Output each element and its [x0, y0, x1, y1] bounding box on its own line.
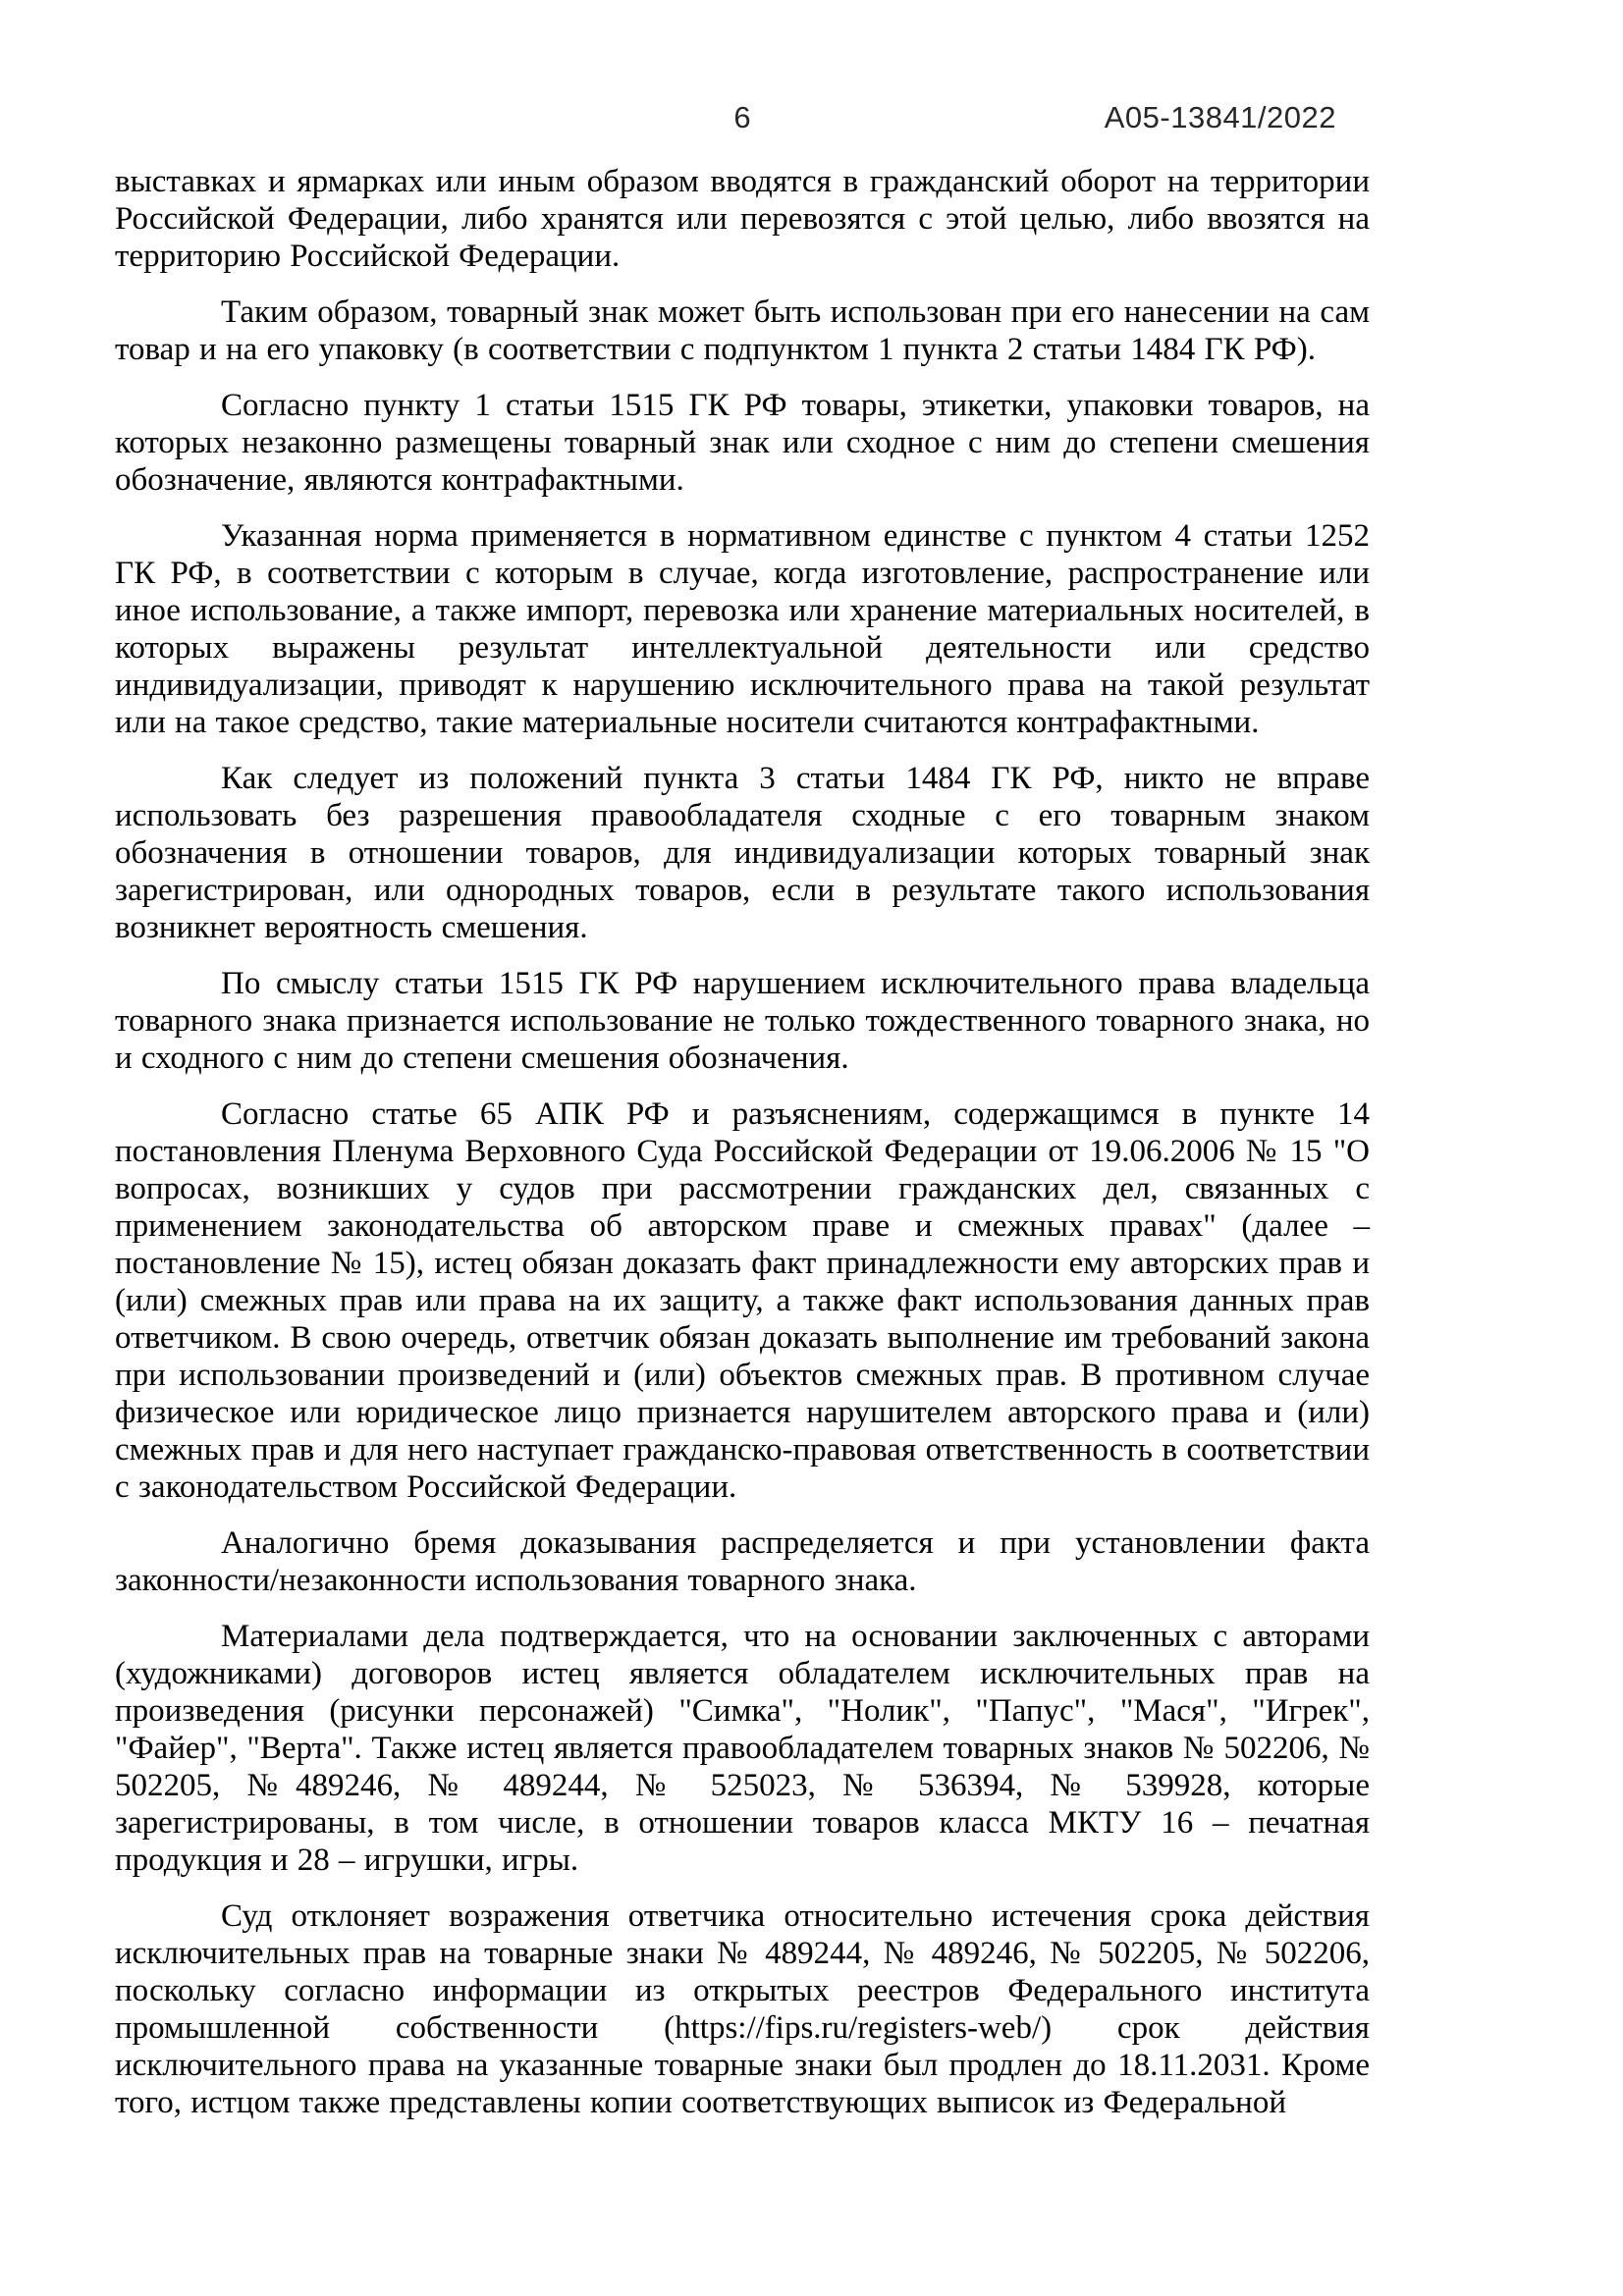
paragraph: выставках и ярмарках или иным образом вводятся в гражданский оборот на территории Российской Федерации, либо хранятся или перевозятся с этой целью, либо ввозятся на территорию Российской Федерации.: [115, 164, 1370, 274]
paragraph: Материалами дела подтверждается, что на основании заключенных с авторами (художниками) договоров истец является обладателем исключительных прав на произведения (рисунки персонажей) "Симка", "Нолик", "Папус", "Мася", "Игрек", "Файер", "Верта". Также истец является правообладателем товарных знаков № 502206, № 502205, №489246, № 489244, № 525023, № 536394, № 539928, которые зарегистрированы, в том числе, в отношении товаров класса МКТУ 16 – печатная продукция и 28 – игрушки, игры.: [115, 1619, 1370, 1878]
page-number: 6: [733, 100, 751, 134]
paragraph: Таким образом, товарный знак может быть использован при его нанесении на сам товар и на его упаковку (в соответствии с подпунктом 1 пункта 2 статьи 1484 ГК РФ).: [115, 294, 1370, 367]
paragraph: Суд отклоняет возражения ответчика относительно истечения срока действия исключительных прав на товарные знаки № 489244, № 489246, № 502205, № 502206, поскольку согласно информации из открытых реестров Федерального института промышленной собственности (https://fips.ru/registers-web/) срок действия исключительного права на указанные товарные знаки был продлен до 18.11.2031. Кроме того, истцом также представлены копии соответствующих выписок из Федеральной: [115, 1898, 1370, 2120]
paragraph: Указанная норма применяется в нормативном единстве с пунктом 4 статьи 1252 ГК РФ, в соответствии с которым в случае, когда изготовление, распространение или иное использование, а также импорт, перевозка или хранение материальных носителей, в которых выражены результат интеллектуальной деятельности или средство индивидуализации, приводят к нарушению исключительного права на такой результат или на такое средство, такие материальные носители считаются контрафактными.: [115, 518, 1370, 740]
paragraph: По смыслу статьи 1515 ГК РФ нарушением исключительного права владельца товарного знака признается использование не только тождественного товарного знака, но и сходного с ним до степени смешения обозначения.: [115, 966, 1370, 1076]
case-number: А05-13841/2022: [1104, 100, 1336, 134]
paragraph: Аналогично бремя доказывания распределяется и при установлении факта законности/незаконности использования товарного знака.: [115, 1525, 1370, 1598]
paragraph: Как следует из положений пункта 3 статьи 1484 ГК РФ, никто не вправе использовать без разрешения правообладателя сходные с его товарным знаком обозначения в отношении товаров, для индивидуализации которых товарный знак зарегистрирован, или однородных товаров, если в результате такого использования возникнет вероятность смешения.: [115, 761, 1370, 945]
paragraph: Согласно статье 65 АПК РФ и разъяснениям, содержащимся в пункте 14 постановления Пленума Верховного Суда Российской Федерации от 19.06.2006 № 15 "О вопросах, возникших у судов при рассмотрении гражданских дел, связанных с применением законодательства об авторском праве и смежных правах" (далее – постановление № 15), истец обязан доказать факт принадлежности ему авторских прав и (или) смежных прав или права на их защиту, а также факт использования данных прав ответчиком. В свою очередь, ответчик обязан доказать выполнение им требований закона при использовании произведений и (или) объектов смежных прав. В противном случае физическое или юридическое лицо признается нарушителем авторского права и (или) смежных прав и для него наступает гражданско-правовая ответственность в соответствии с законодательством Российской Федерации.: [115, 1096, 1370, 1505]
document-body: [115, 163, 1370, 2140]
page-header: [115, 99, 1370, 140]
paragraph: Согласно пункту 1 статьи 1515 ГК РФ товары, этикетки, упаковки товаров, на которых незаконно размещены товарный знак или сходное с ним до степени смешения обозначение, являются контрафактными.: [115, 388, 1370, 498]
